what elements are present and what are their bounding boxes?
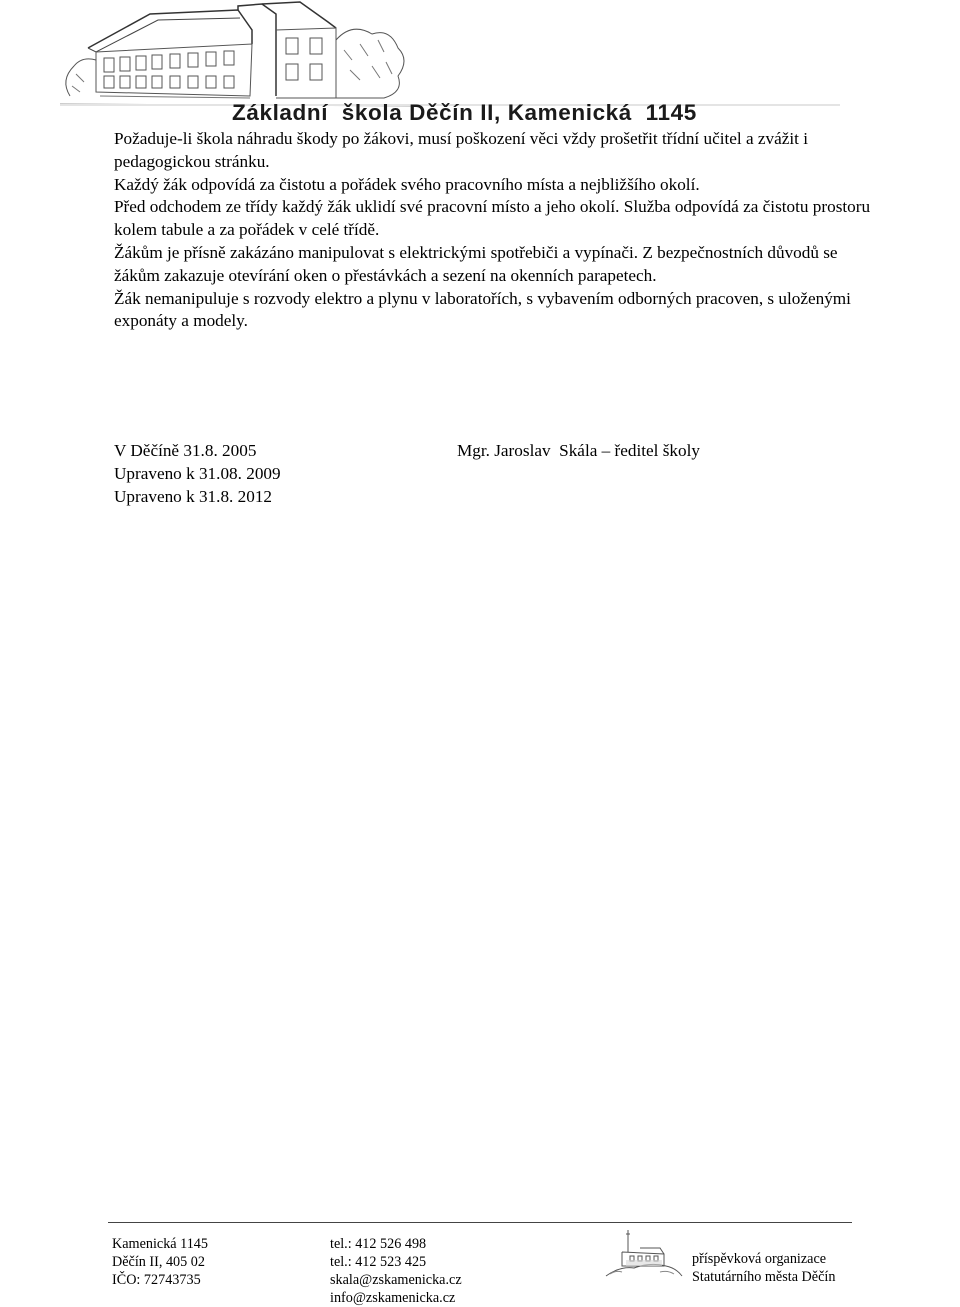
phone: tel.: 412 523 425 xyxy=(330,1254,427,1270)
paragraph: Žák nemanipuluje s rozvody elektro a plynu v laboratořích, s vybavením odborných pracoven, s uloženými exponáty a modely. xyxy=(114,288,851,331)
ico: IČO: 72743735 xyxy=(112,1272,201,1288)
email-link[interactable]: info@zskamenicka.cz xyxy=(330,1290,456,1306)
signer: Mgr. Jaroslav Skála – ředitel školy xyxy=(457,441,700,460)
footer-contacts xyxy=(330,1235,462,1307)
castle-logo xyxy=(600,1226,684,1287)
footer-address xyxy=(112,1235,208,1289)
phone: tel.: 412 526 498 xyxy=(330,1236,427,1252)
letterhead xyxy=(0,0,960,130)
email-link[interactable]: skala@zskamenicka.cz xyxy=(330,1272,462,1288)
rules-text xyxy=(114,128,874,333)
address-city: Děčín II, 405 02 xyxy=(112,1254,205,1270)
paragraph: Žákům je přísně zakázáno manipulovat s elektrickými spotřebiči a vypínači. Z bezpečnostních důvodů se žákům zakazuje otevírání oken o přestávkách a sezení na okenních parapetech. xyxy=(114,242,838,285)
place-date: V Děčíně 31.8. 2005 xyxy=(114,441,257,460)
revision-date: Upraveno k 31.8. 2012 xyxy=(114,486,273,506)
org-type: příspěvková organizace xyxy=(692,1251,827,1267)
school-title: Základní škola Děčín II, Kamenická 1145 xyxy=(232,100,697,125)
address-street: Kamenická 1145 xyxy=(112,1236,208,1252)
revision-date: Upraveno k 31.08. 2009 xyxy=(114,463,281,483)
paragraph: Každý žák odpovídá za čistotu a pořádek svého pracovního místa a nejbližšího okolí. xyxy=(114,174,700,194)
paragraph: Požaduje-li škola náhradu škody po žákovi, musí poškození věci vždy prošetřit třídní učitel a zvážit i pedagogickou stránku. xyxy=(114,129,809,171)
paragraph: Před odchodem ze třídy každý žák uklidí své pracovní místo a jeho okolí. Služba odpovídá za čistotu prostoru kolem tabule a za pořádek v celé třídě. xyxy=(114,197,871,240)
signature-dates xyxy=(114,440,281,508)
footer-organization xyxy=(692,1250,835,1286)
footer-divider xyxy=(108,1222,852,1223)
org-owner: Statutárního města Děčín xyxy=(692,1269,836,1285)
